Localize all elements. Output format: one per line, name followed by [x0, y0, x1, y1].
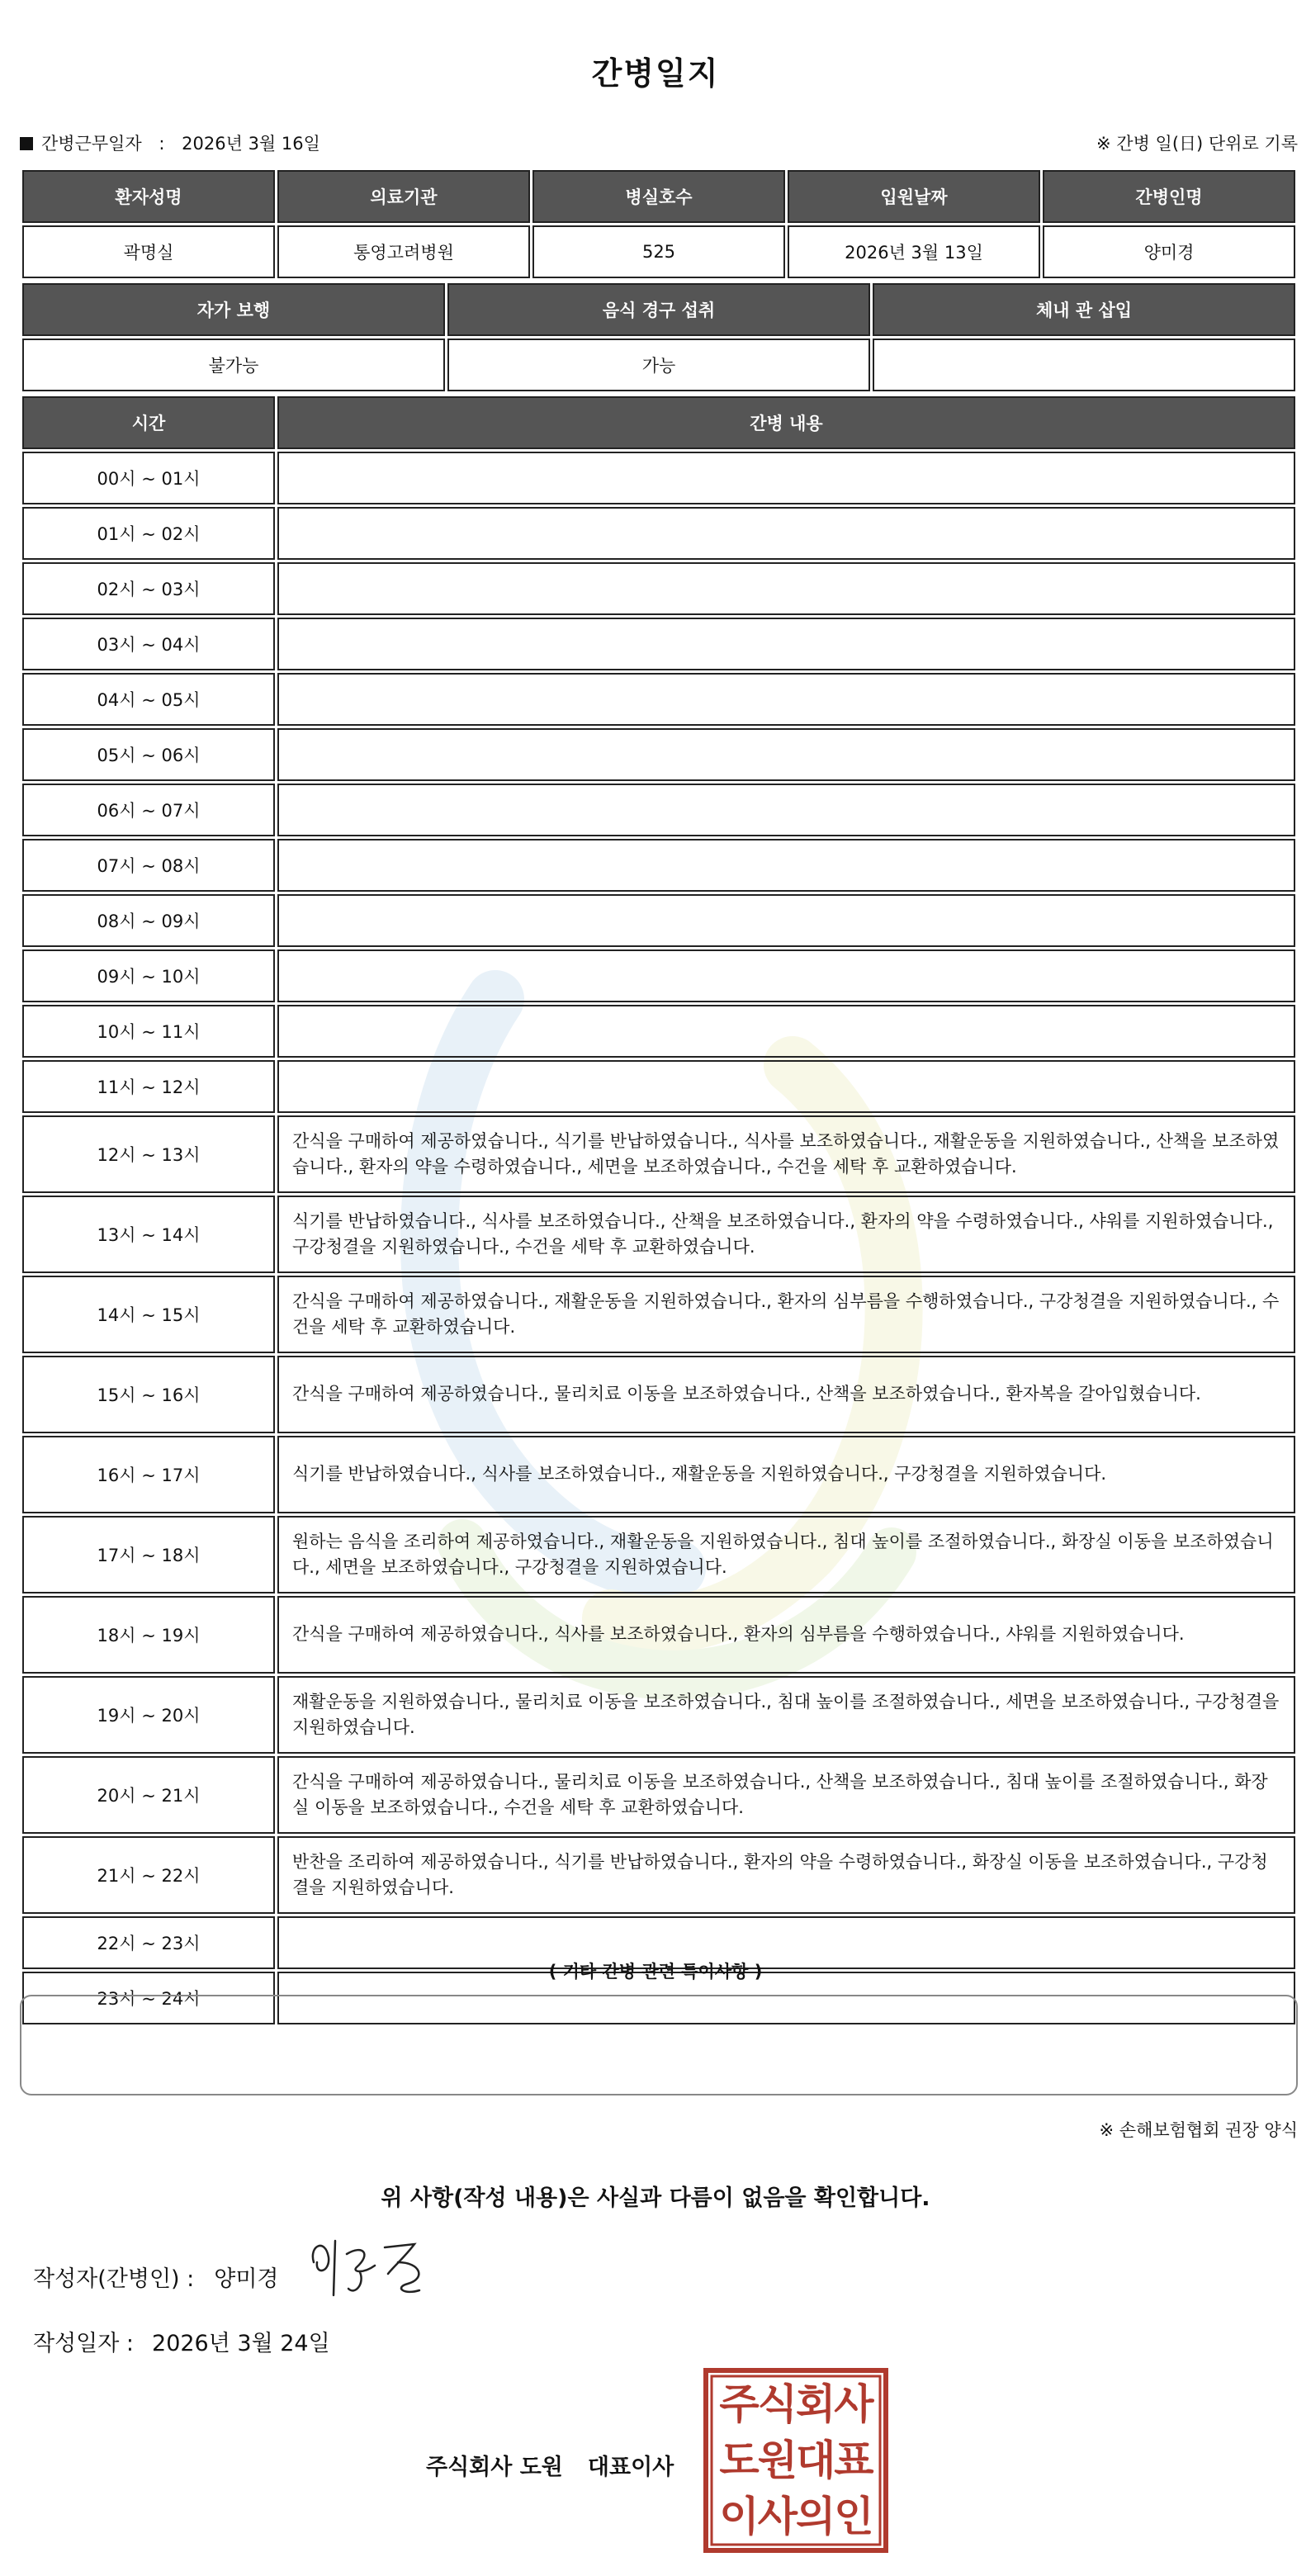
seal-line: 이사의인 — [719, 2492, 873, 2540]
log-time: 21시 ~ 22시 — [22, 1836, 275, 1914]
confirmation-statement: 위 사항(작성 내용)은 사실과 다름이 없음을 확인합니다. — [381, 2185, 930, 2211]
log-content — [277, 1005, 1295, 1058]
oral-intake-value: 가능 — [447, 339, 870, 391]
log-time: 04시 ~ 05시 — [22, 673, 275, 726]
log-time: 16시 ~ 17시 — [22, 1436, 275, 1513]
seal-text — [708, 2376, 883, 2545]
log-content: 반찬을 조리하여 제공하였습니다., 식기를 반납하였습니다., 환자의 약을 수령하였습니다., 화장실 이동을 보조하였습니다., 구강청결을 지원하였습니다. — [277, 1836, 1295, 1914]
log-content — [277, 673, 1295, 726]
header-care-content: 간병 내용 — [277, 396, 1295, 449]
table-row — [22, 339, 1295, 391]
record-note: ※ 간병 일(日) 단위로 기록 — [1096, 134, 1298, 154]
log-content: 식기를 반납하였습니다., 식사를 보조하였습니다., 산책을 보조하였습니다., 환자의 약을 수령하였습니다., 샤워를 지원하였습니다., 구강청결을 지원하였습니다., 수건을 세탁 후 교환하였습니다. — [277, 1196, 1295, 1273]
log-time: 22시 ~ 23시 — [22, 1916, 275, 1969]
table-row — [22, 452, 1295, 504]
notes-label: ( 기타 간병 관련 특이사항 ) — [548, 1962, 763, 1982]
header-hospital: 의료기관 — [277, 170, 530, 223]
form-source-note: ※ 손해보험협회 권장 양식 — [1099, 2120, 1298, 2140]
document-title: 간병일지 — [591, 55, 720, 92]
table-row — [22, 1836, 1295, 1914]
table-row — [22, 225, 1295, 278]
work-date-label: 간병근무일자 — [41, 134, 142, 154]
header-time: 시간 — [22, 396, 275, 449]
log-time: 18시 ~ 19시 — [22, 1596, 275, 1674]
table-header-row — [22, 170, 1295, 223]
caregiver-name: 양미경 — [1043, 225, 1295, 278]
table-header-row — [22, 396, 1295, 449]
log-time: 10시 ~ 11시 — [22, 1005, 275, 1058]
log-content — [277, 618, 1295, 670]
table-row — [22, 673, 1295, 726]
table-row — [22, 1356, 1295, 1433]
table-row — [22, 1436, 1295, 1513]
table-row — [22, 1196, 1295, 1273]
log-time: 00시 ~ 01시 — [22, 452, 275, 504]
table-row — [22, 1276, 1295, 1353]
handwritten-signature — [305, 2229, 438, 2304]
log-content: 원하는 음식을 조리하여 제공하였습니다., 재활운동을 지원하였습니다., 침대 높이를 조절하였습니다., 화장실 이동을 보조하였습니다., 세면을 보조하였습니다., 구강청결을 지원하였습니다. — [277, 1516, 1295, 1593]
table-row — [22, 949, 1295, 1002]
table-row — [22, 1596, 1295, 1674]
log-time: 14시 ~ 15시 — [22, 1276, 275, 1353]
log-time: 12시 ~ 13시 — [22, 1115, 275, 1193]
company-line — [426, 2449, 674, 2481]
table-row — [22, 1005, 1295, 1058]
log-time: 07시 ~ 08시 — [22, 839, 275, 892]
log-content — [277, 784, 1295, 836]
company-name: 주식회사 도원 — [426, 2455, 563, 2480]
written-date-value: 2026년 3월 24일 — [152, 2331, 330, 2356]
work-date-value: 2026년 3월 16일 — [182, 134, 320, 154]
table-header-row — [22, 283, 1295, 336]
log-time: 01시 ~ 02시 — [22, 507, 275, 560]
seal-line: 도원대표 — [719, 2436, 873, 2484]
patient-name: 곽명실 — [22, 225, 275, 278]
patient-info-table — [20, 168, 1298, 281]
header-oral-intake: 음식 경구 섭취 — [447, 283, 870, 336]
written-date-line — [33, 2325, 330, 2357]
header-caregiver-name: 간병인명 — [1043, 170, 1295, 223]
company-seal — [703, 2368, 888, 2553]
hospital-name: 통영고려병원 — [277, 225, 530, 278]
header-patient-name: 환자성명 — [22, 170, 275, 223]
log-time: 02시 ~ 03시 — [22, 562, 275, 615]
table-row — [22, 894, 1295, 947]
log-content — [277, 562, 1295, 615]
log-content — [277, 452, 1295, 504]
log-time: 23시 ~ 24시 — [22, 1972, 275, 2024]
table-row — [22, 784, 1295, 836]
table-row — [22, 1115, 1295, 1193]
table-row — [22, 1060, 1295, 1113]
log-time: 20시 ~ 21시 — [22, 1756, 275, 1834]
table-row — [22, 839, 1295, 892]
table-row — [22, 1756, 1295, 1834]
header-tube-insertion: 체내 관 삽입 — [873, 283, 1295, 336]
log-content: 재활운동을 지원하였습니다., 물리치료 이동을 보조하였습니다., 침대 높이를 조절하였습니다., 세면을 보조하였습니다., 구강청결을 지원하였습니다. — [277, 1676, 1295, 1754]
log-time: 09시 ~ 10시 — [22, 949, 275, 1002]
log-content: 간식을 구매하여 제공하였습니다., 재활운동을 지원하였습니다., 환자의 심부름을 수행하였습니다., 구강청결을 지원하였습니다., 수건을 세탁 후 교환하였습니다. — [277, 1276, 1295, 1353]
table-row — [22, 507, 1295, 560]
log-content — [277, 1060, 1295, 1113]
log-time: 08시 ~ 09시 — [22, 894, 275, 947]
tube-insertion-value — [873, 339, 1295, 391]
log-content — [277, 728, 1295, 781]
log-content — [277, 949, 1295, 1002]
patient-status-table — [20, 281, 1298, 394]
written-date-label: 작성일자 : — [33, 2331, 135, 2356]
log-time: 13시 ~ 14시 — [22, 1196, 275, 1273]
table-row — [22, 1516, 1295, 1593]
care-log-table — [20, 394, 1298, 2027]
log-content: 간식을 구매하여 제공하였습니다., 물리치료 이동을 보조하였습니다., 산책을 보조하였습니다., 환자복을 갈아입혔습니다. — [277, 1356, 1295, 1433]
log-content: 식기를 반납하였습니다., 식사를 보조하였습니다., 재활운동을 지원하였습니다., 구강청결을 지원하였습니다. — [277, 1436, 1295, 1513]
header-room-number: 병실호수 — [532, 170, 785, 223]
writer-line — [33, 2261, 279, 2293]
log-time: 19시 ~ 20시 — [22, 1676, 275, 1754]
square-bullet-icon — [20, 137, 33, 150]
table-row — [22, 618, 1295, 670]
log-time: 05시 ~ 06시 — [22, 728, 275, 781]
header-self-walking: 자가 보행 — [22, 283, 445, 336]
table-row — [22, 1676, 1295, 1754]
work-date — [20, 130, 320, 155]
meta-row — [20, 130, 1298, 155]
table-row — [22, 728, 1295, 781]
writer-name: 양미경 — [214, 2266, 279, 2292]
log-time: 17시 ~ 18시 — [22, 1516, 275, 1593]
seal-line: 주식회사 — [719, 2379, 873, 2428]
log-content: 간식을 구매하여 제공하였습니다., 식기를 반납하였습니다., 식사를 보조하였습니다., 재활운동을 지원하였습니다., 산책을 보조하였습니다., 환자의 약을 수령하였습니다., 세면을 보조하였습니다., 수건을 세탁 후 교환하였습니다. — [277, 1115, 1295, 1193]
notes-box — [20, 1995, 1298, 2095]
work-date-separator: : — [159, 134, 165, 154]
log-time: 03시 ~ 04시 — [22, 618, 275, 670]
log-content: 간식을 구매하여 제공하였습니다., 식사를 보조하였습니다., 환자의 심부름을 수행하였습니다., 샤워를 지원하였습니다. — [277, 1596, 1295, 1674]
self-walking-value: 불가능 — [22, 339, 445, 391]
admission-date: 2026년 3월 13일 — [788, 225, 1040, 278]
ceo-title: 대표이사 — [587, 2455, 674, 2480]
writer-label: 작성자(간병인) : — [33, 2266, 195, 2292]
log-time: 11시 ~ 12시 — [22, 1060, 275, 1113]
log-time: 06시 ~ 07시 — [22, 784, 275, 836]
log-time: 15시 ~ 16시 — [22, 1356, 275, 1433]
log-content — [277, 507, 1295, 560]
room-number: 525 — [532, 225, 785, 278]
log-content: 간식을 구매하여 제공하였습니다., 물리치료 이동을 보조하였습니다., 산책을 보조하였습니다., 침대 높이를 조절하였습니다., 화장실 이동을 보조하였습니다., 수건을 세탁 후 교환하였습니다. — [277, 1756, 1295, 1834]
header-admission-date: 입원날짜 — [788, 170, 1040, 223]
log-content — [277, 839, 1295, 892]
log-content — [277, 894, 1295, 947]
table-row — [22, 562, 1295, 615]
